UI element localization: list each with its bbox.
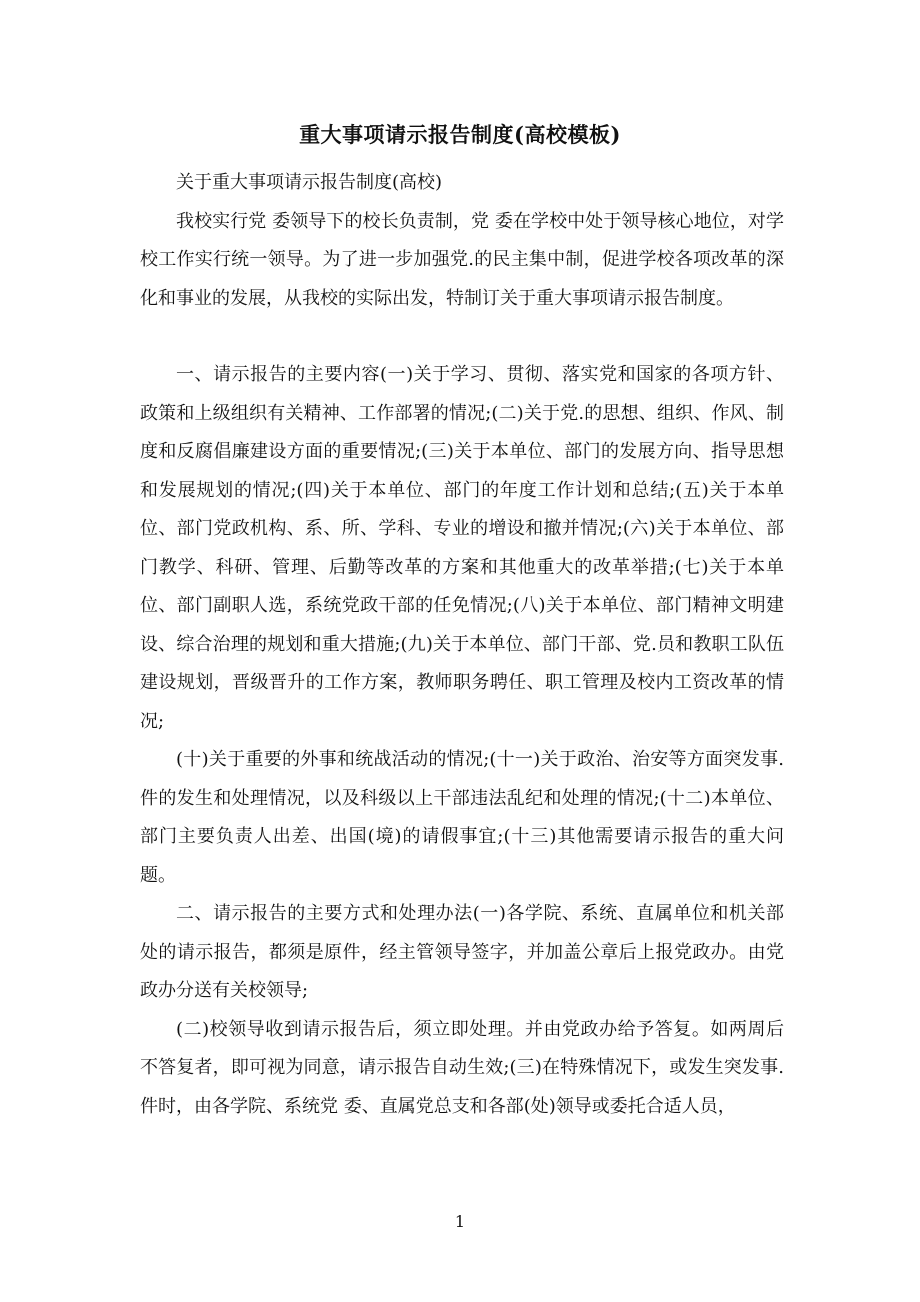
section-two-paragraph: 二、请示报告的主要方式和处理办法(一)各学院、系统、直属单位和机关部处的请示报告，都须是原件，经主管领导签字，并加盖公章后上报党政办。由党政办分送有关校领导;	[140, 903, 784, 1001]
section-one-continued-paragraph: (十)关于重要的外事和统战活动的情况;(十一)关于政治、治安等方面突发事.件的发生和处理情况，以及科级以上干部违法乱纪和处理的情况;(十二)本单位、部门主要负责人出差、出国(境)的请假事宜;(十三)其他需要请示报告的重大问题。	[140, 749, 784, 886]
intro-paragraph: 我校实行党 委领导下的校长负责制，党 委在学校中处于领导核心地位，对学校工作实行统一领导。为了进一步加强党.的民主集中制，促进学校各项改革的深化和事业的发展，从我校的实际出发，特制订关于重大事项请示报告制度。	[140, 210, 784, 309]
paragraph-spacer	[140, 318, 784, 356]
section-one-paragraph: 一、请示报告的主要内容(一)关于学习、贯彻、落实党和国家的各项方针、政策和上级组织有关精神、工作部署的情况;(二)关于党.的思想、组织、作风、制度和反腐倡廉建设方面的重要情况;(三)关于本单位、部门的发展方向、指导思想和发展规划的情况;(四)关于本单位、部门的年度工作计划和总结;(五)关于本单位、部门党政机构、系、所、学科、专业的增设和撤并情况;(六)关于本单位、部门教学、科研、管理、后勤等改革的方案和其他重大的改革举措;(七)关于本单位、部门副职人选，系统党政干部的任免情况;(八)关于本单位、部门精神文明建设、综合治理的规划和重大措施;(九)关于本单位、部门干部、党.员和教职工队伍建设规划，晋级晋升的工作方案，教师职务聘任、职工管理及校内工资改革的情况;	[140, 364, 784, 732]
page-number: 1	[454, 1212, 466, 1231]
section-two-continued-paragraph: (二)校领导收到请示报告后，须立即处理。并由党政办给予答复。如两周后不答复者，即可视为同意，请示报告自动生效;(三)在特殊情况下，或发生突发事.件时，由各学院、系统党 委、直属党总支和各部(处)领导或委托合适人员，	[140, 1018, 784, 1117]
page-title: 重大事项请示报告制度(高校模板)	[299, 122, 621, 147]
document-subtitle: 关于重大事项请示报告制度(高校)	[176, 172, 443, 193]
document-body	[140, 164, 784, 1126]
